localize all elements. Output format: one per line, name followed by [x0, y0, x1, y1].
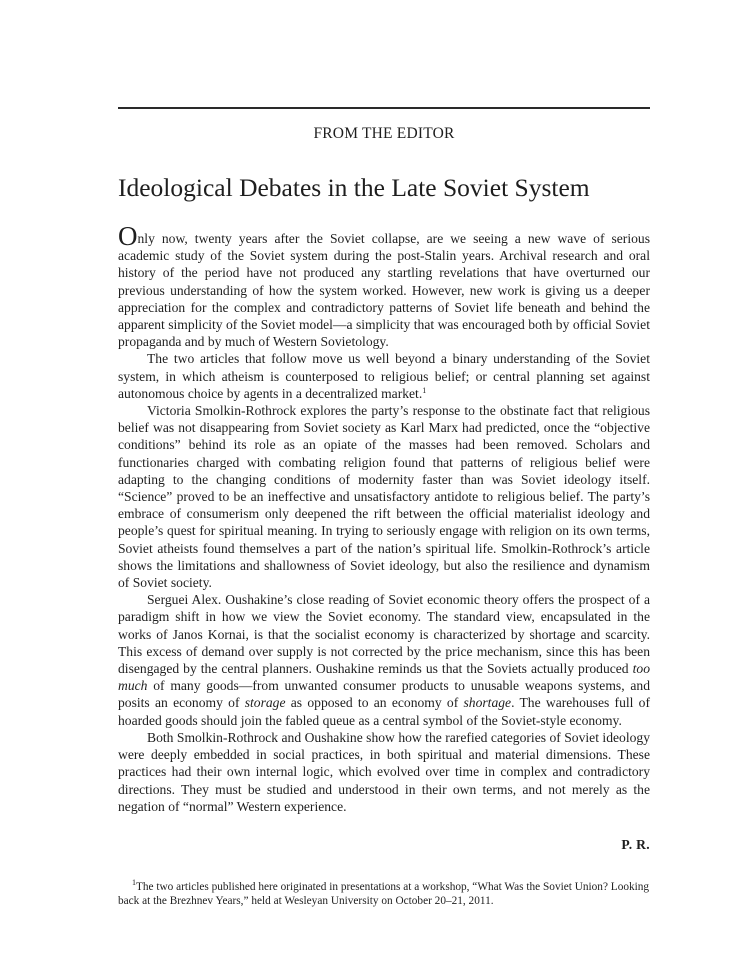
section-label: FROM THE EDITOR [313, 125, 455, 142]
article-body [118, 221, 651, 815]
paragraph-2-text: The two articles that follow move us well beyond a binary understanding of the Soviet system, in which atheism is counterposed to religious belief; or central planning set against autonomous choice by agents in a decentralized market. [118, 351, 650, 401]
paragraph-4-text-a: Serguei Alex. Oushakine’s close reading of Soviet economic theory offers the prospect of a paradigm shift in how we view the Soviet economy. The standard view, encapsulated in the works of Janos Kornai, is that the socialist economy is characterized by shortage and scarcity. This excess of demand over supply is not corrected by the price mechanism, since this has been disengaged by the central planners. Oushakine reminds us that the Soviets actually produced [118, 592, 650, 677]
footnote-marker: 1 [132, 878, 136, 887]
paragraph-4-text-b: of many goods—from unwanted consumer products to unusable weapons systems, and posits an economy of [118, 678, 650, 711]
editor-signature: P. R. [621, 837, 650, 852]
paragraph-5-text: Both Smolkin-Rothrock and Oushakine show how the rarefied categories of Soviet ideology were deeply embedded in social practices, in both spiritual and material dimensions. These practices had their own internal logic, which evolved over time in complex and contradictory directions. They must be studied and understood in their own terms, and not merely as the negation of “normal” Western experience. [118, 729, 650, 814]
paragraph-3-text: Victoria Smolkin-Rothrock explores the party’s response to the obstinate fact that religious belief was not disappearing from Soviet society as Karl Marx had predicted, once the “objective conditions” behind its role as an opiate of the masses had been removed. Scholars and functionaries charged with combating religion found that patterns of religious belief were adapting to the changing conditions of modernity faster than was Soviet ideology itself. “Science” proved to be an ineffective and unsatisfactory antidote to religious belief. The party’s embrace of consumerism only deepened the rift between the official materialist ideology and people’s quest for spiritual meaning. In trying to seriously engage with religion on its own terms, Soviet atheists found themselves a part of the nation’s spiritual life. Smolkin-Rothrock’s article shows the limitations and shallowness of Soviet ideology, but also the resilience and dynamism of Soviet society. [118, 403, 650, 591]
drop-cap: O [118, 221, 138, 251]
paragraph-5 [118, 729, 650, 815]
article-title: Ideological Debates in the Late Soviet System [118, 173, 590, 202]
paragraph-1 [118, 221, 650, 350]
paragraph-4 [118, 591, 650, 729]
paragraph-3 [118, 402, 650, 591]
paragraph-2 [118, 350, 650, 402]
paragraph-1-text: nly now, twenty years after the Soviet collapse, are we seeing a new wave of serious academic study of the Soviet system during the post-Stalin years. Archival research and oral history of the period have not produced any startling revelations that have overturned our previous understanding of how the system worked. However, new work is giving us a deeper appreciation for the complex and contradictory patterns of Soviet life beneath and behind the apparent simplicity of the Soviet model—a simplicity that was encouraged both by official Soviet propaganda and by much of Western Sovietology. [118, 231, 650, 350]
header-rule [118, 107, 650, 109]
paragraph-4-text-c: as opposed to an economy of [285, 695, 464, 711]
footnote-text: The two articles published here originated in presentations at a workshop, “What Was the Soviet Union? Looking back at the Brezhnev Years,” held at Wesleyan University on October 20–21, 2011. [118, 881, 650, 908]
emphasis-storage: storage [244, 695, 286, 711]
emphasis-too-much: too much [118, 661, 650, 694]
emphasis-shortage: shortage [463, 695, 512, 711]
footnote-reference[interactable]: 1 [422, 385, 427, 395]
paragraph-4-text-d: . The warehouses full of hoarded goods should join the fabled queue as a central symbol of the Soviet-style economy. [118, 695, 651, 728]
footnote [118, 880, 650, 909]
